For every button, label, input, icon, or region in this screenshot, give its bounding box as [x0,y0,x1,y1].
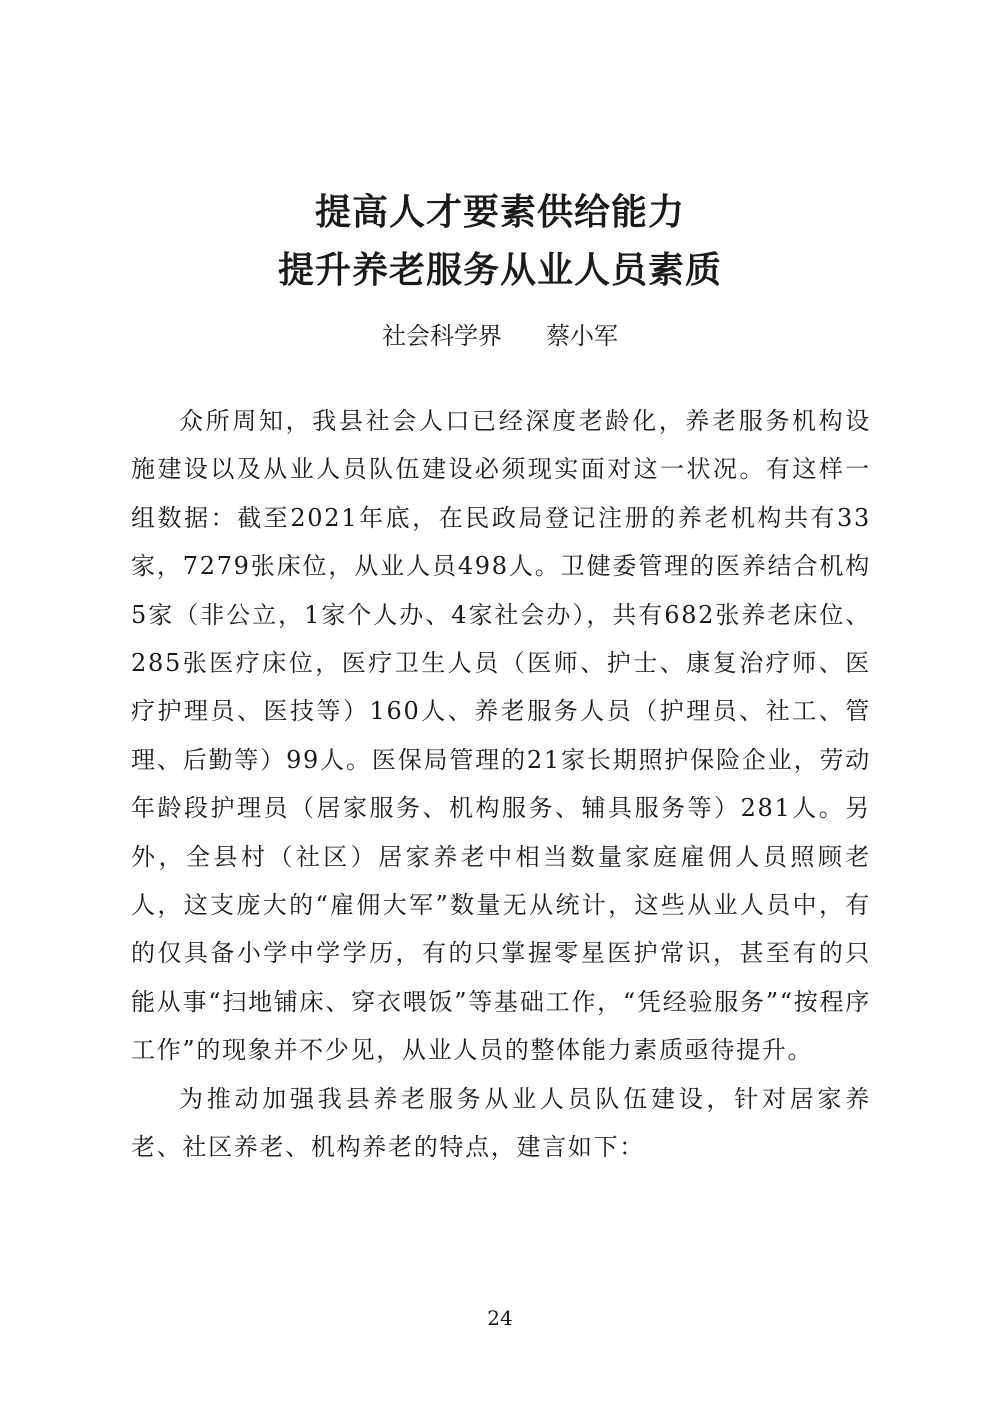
title-line-1: 提高人才要素供给能力 [314,192,685,233]
title-line-2: 提升养老服务从业人员素质 [277,250,722,291]
byline [0,318,1000,354]
author-sector: 社会科学界 [382,322,502,350]
paragraph-2: 为推动加强我县养老服务从业人员队伍建设，针对居家养老、社区养老、机构养老的特点，建言如下： [131,1084,871,1162]
paragraph-1: 众所周知，我县社会人口已经深度老龄化，养老服务机构设施建设以及从业人员队伍建设必须现实面对这一状况。有这样一组数据：截至2021年底，在民政局登记注册的养老机构共有33家，7279张床位，从业人员498人。卫健委管理的医养结合机构5家（非公立，1家个人办、4家社会办），共有682张养老床位、285张医疗床位，医疗卫生人员（医师、护士、康复治疗师、医疗护理员、医技等）160人、养老服务人员（护理员、社工、管理、后勤等）99人。医保局管理的21家长期照护保险企业，劳动年龄段护理员（居家服务、机构服务、辅具服务等）281人。另外，全县村（社区）居家养老中相当数量家庭雇佣人员照顾老人，这支庞大的“雇佣大军”数量无从统计，这些从业人员中，有的仅具备小学中学学历，有的只掌握零星医护常识，甚至有的只能从事“扫地铺床、穿衣喂饭”等基础工作，“凭经验服务”“按程序工作”的现象并不少见，从业人员的整体能力素质亟待提升。 [131,407,871,1065]
author-name: 蔡小军 [546,322,618,350]
article-body [131,397,871,1172]
page-number: 24 [487,1306,513,1330]
article-title [0,184,1000,300]
